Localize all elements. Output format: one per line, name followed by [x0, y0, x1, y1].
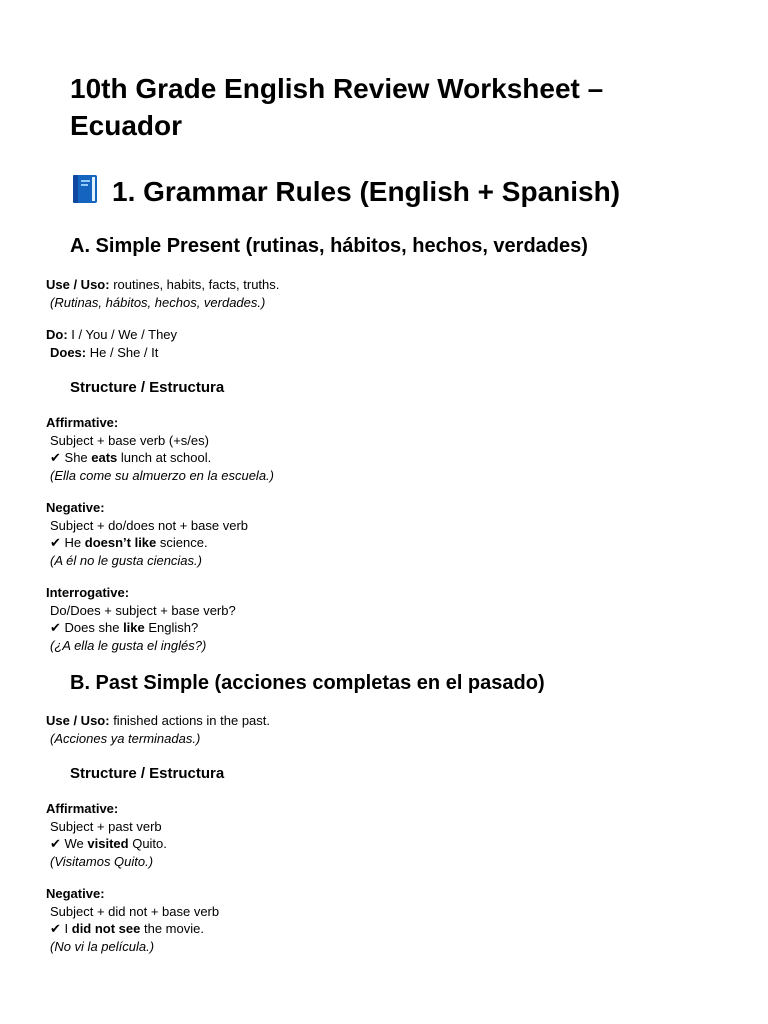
- interrogative-formula: Do/Does + subject + base verb?: [50, 602, 236, 618]
- use-label: Use / Uso:: [46, 713, 110, 728]
- structure-heading: Structure / Estructura: [70, 379, 225, 396]
- checkmark-icon: ✔: [50, 921, 61, 936]
- negative-formula: Subject + did not + base verb: [50, 903, 220, 919]
- interrogative-example: ✔ Does she like English?: [50, 620, 199, 635]
- use-text: finished actions in the past.: [109, 713, 271, 728]
- past-simple-affirmative: [46, 800, 167, 870]
- affirmative-translation: (Visitamos Quito.): [50, 853, 154, 869]
- simple-present-heading: A. Simple Present (rutinas, hábitos, hechos, verdades): [70, 235, 588, 257]
- interrogative-translation: (¿A ella le gusta el inglés?): [50, 637, 207, 653]
- use-label: Use / Uso:: [46, 277, 110, 292]
- simple-present-interrogative: [46, 584, 236, 654]
- checkmark-icon: ✔: [50, 620, 61, 635]
- use-translation: (Rutinas, hábitos, hechos, verdades.): [50, 294, 266, 310]
- interrogative-label: Interrogative:: [46, 585, 130, 600]
- negative-example: ✔ I did not see the movie.: [50, 921, 204, 936]
- negative-label: Negative:: [46, 500, 105, 515]
- do-label: Do:: [46, 327, 68, 342]
- negative-label: Negative:: [46, 886, 105, 901]
- affirmative-formula: Subject + base verb (+s/es): [50, 432, 209, 448]
- past-simple-heading: B. Past Simple (acciones completas en el pasado): [70, 672, 545, 694]
- does-label: Does:: [50, 344, 87, 360]
- negative-translation: (No vi la película.): [50, 938, 155, 954]
- affirmative-example: ✔ She eats lunch at school.: [50, 450, 212, 465]
- negative-translation: (A él no le gusta ciencias.): [50, 552, 202, 568]
- checkmark-icon: ✔: [50, 535, 61, 550]
- negative-example: ✔ He doesn’t like science.: [50, 535, 208, 550]
- use-text: routines, habits, facts, truths.: [109, 277, 280, 292]
- structure-heading: Structure / Estructura: [70, 765, 225, 782]
- document-title: 10th Grade English Review Worksheet – Ecuador: [70, 73, 604, 141]
- affirmative-formula: Subject + past verb: [50, 818, 162, 834]
- use-translation: (Acciones ya terminadas.): [50, 730, 201, 746]
- does-text: He / She / It: [86, 344, 159, 360]
- checkmark-icon: ✔: [50, 836, 61, 851]
- checkmark-icon: ✔: [50, 450, 61, 465]
- past-simple-negative: [46, 885, 219, 955]
- blue-book-icon: [70, 174, 100, 215]
- section-heading-text: 1. Grammar Rules (English + Spanish): [112, 176, 621, 207]
- do-does-block: [46, 326, 177, 361]
- simple-present-affirmative: [46, 414, 274, 484]
- affirmative-label: Affirmative:: [46, 415, 119, 430]
- affirmative-translation: (Ella come su almuerzo en la escuela.): [50, 467, 274, 483]
- negative-formula: Subject + do/does not + base verb: [50, 517, 249, 533]
- section-heading-grammar-rules: [70, 172, 620, 215]
- do-text: I / You / We / They: [67, 327, 178, 342]
- past-simple-use: [46, 712, 270, 747]
- affirmative-label: Affirmative:: [46, 801, 119, 816]
- affirmative-example: ✔ We visited Quito.: [50, 836, 167, 851]
- simple-present-negative: [46, 499, 248, 569]
- simple-present-use: [46, 276, 279, 311]
